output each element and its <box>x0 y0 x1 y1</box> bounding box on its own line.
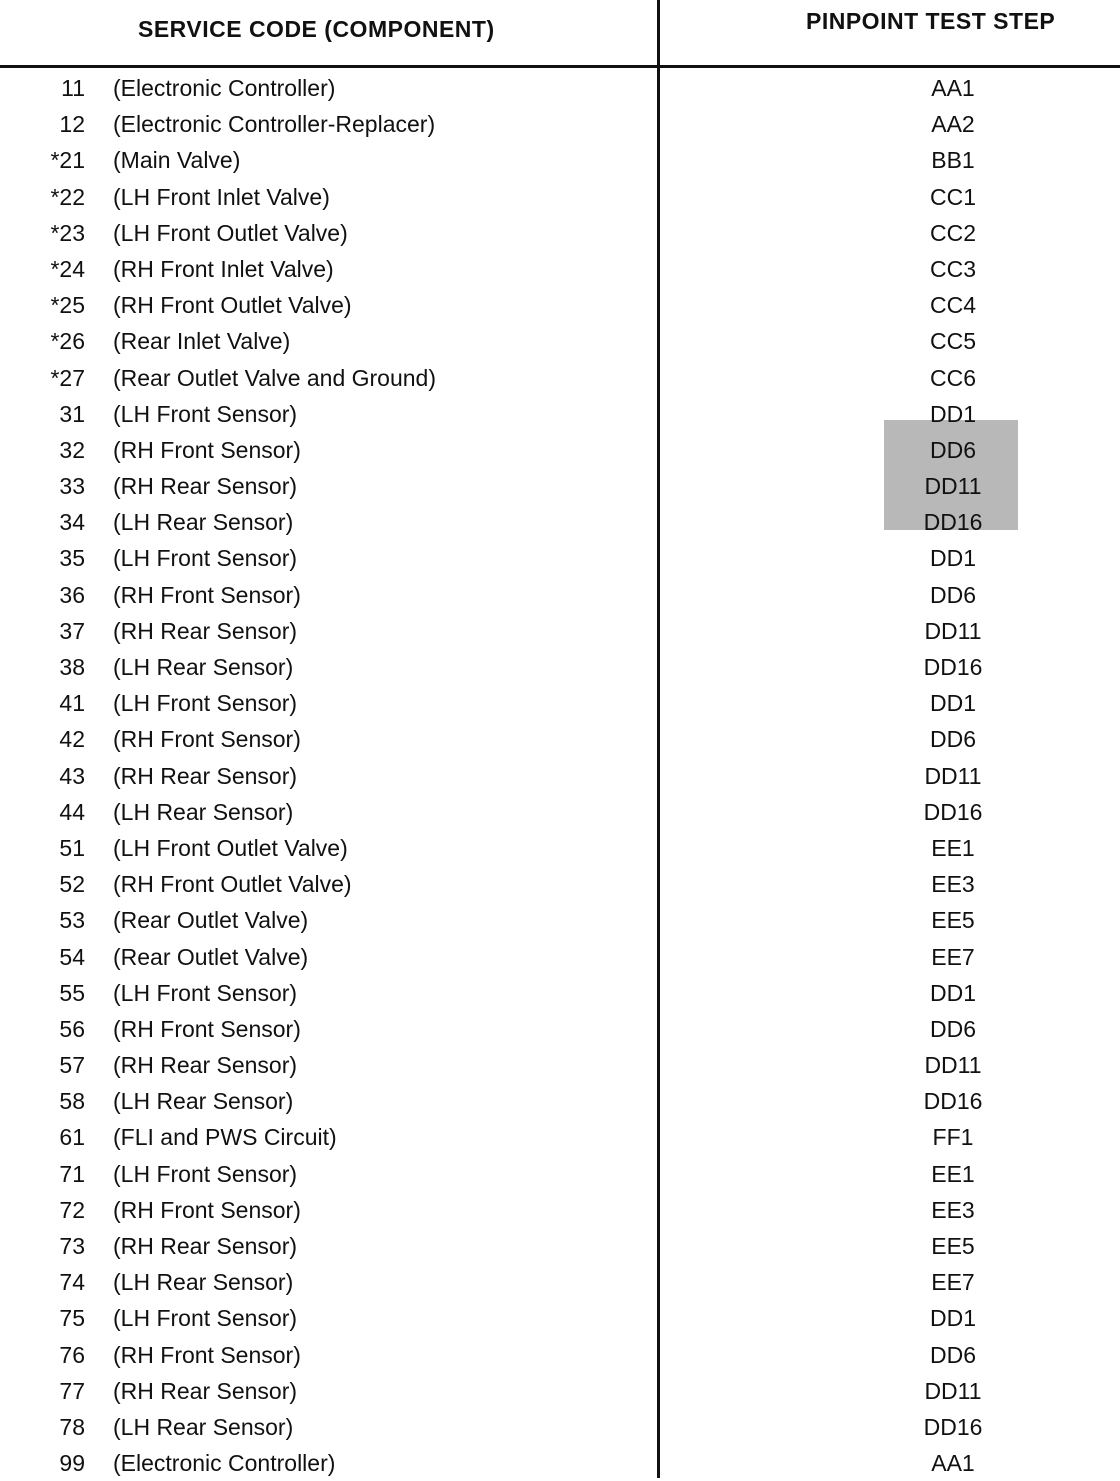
table-row <box>0 323 1120 359</box>
service-code: 75 <box>59 1305 85 1332</box>
table-row <box>0 1409 1120 1445</box>
component-name: (RH Front Sensor) <box>113 1196 301 1223</box>
service-code: 77 <box>59 1377 85 1404</box>
component-name: (FLI and PWS Circuit) <box>113 1124 337 1151</box>
pinpoint-test-step: DD11 <box>924 473 982 500</box>
service-code: 41 <box>59 690 85 717</box>
component-name: (LH Rear Sensor) <box>113 1269 294 1296</box>
service-code: *24 <box>50 255 85 282</box>
component-name: (LH Front Sensor) <box>113 1160 298 1187</box>
pinpoint-test-step: DD1 <box>929 1305 976 1332</box>
pinpoint-test-step: DD6 <box>929 436 976 463</box>
service-code: *26 <box>50 328 85 355</box>
pinpoint-test-step: AA1 <box>931 1450 975 1477</box>
service-code: 71 <box>59 1160 85 1187</box>
pinpoint-test-step: EE3 <box>931 1196 975 1223</box>
table-row <box>0 721 1120 757</box>
component-name: (Electronic Controller) <box>113 75 336 101</box>
component-name: (Rear Outlet Valve) <box>113 943 309 970</box>
component-name: (Rear Inlet Valve) <box>113 328 291 355</box>
component-name: (LH Front Sensor) <box>113 1305 298 1332</box>
table-row <box>0 1083 1120 1119</box>
component-name: (LH Front Sensor) <box>113 545 298 572</box>
component-name: (Electronic Controller-Replacer) <box>113 111 436 138</box>
service-code: 33 <box>59 473 85 500</box>
table-row <box>0 1119 1120 1155</box>
table-row <box>0 902 1120 938</box>
component-name: (LH Front Outlet Valve) <box>113 219 348 246</box>
pinpoint-test-step: AA1 <box>931 75 975 101</box>
table-row <box>0 396 1120 432</box>
pinpoint-test-step: DD16 <box>923 654 983 680</box>
service-code: 76 <box>59 1341 85 1368</box>
pinpoint-test-step: CC3 <box>929 255 976 282</box>
table-row <box>0 251 1120 287</box>
service-code: 61 <box>59 1124 85 1151</box>
service-code: 78 <box>59 1413 85 1440</box>
header-service-code: SERVICE CODE (COMPONENT) <box>138 16 495 42</box>
service-code: 74 <box>59 1269 85 1296</box>
service-code: 52 <box>59 871 85 898</box>
component-name: (RH Rear Sensor) <box>113 1052 298 1079</box>
table-row <box>0 215 1120 251</box>
table-row <box>0 939 1120 975</box>
table-row <box>0 432 1120 468</box>
pinpoint-test-step: EE5 <box>931 1233 975 1259</box>
service-code: 35 <box>59 545 85 572</box>
pinpoint-test-step: DD16 <box>923 1413 983 1440</box>
component-name: (RH Front Outlet Valve) <box>113 292 352 319</box>
table-row <box>0 649 1120 685</box>
service-code: 11 <box>61 75 85 101</box>
component-name: (LH Rear Sensor) <box>113 1088 294 1115</box>
component-name: (LH Rear Sensor) <box>113 509 294 536</box>
pinpoint-test-step: DD16 <box>923 509 983 536</box>
component-name: (Main Valve) <box>113 147 241 174</box>
service-code: 51 <box>59 834 85 861</box>
service-code: 36 <box>59 581 85 608</box>
component-name: (LH Front Outlet Valve) <box>113 834 348 861</box>
service-code: 73 <box>59 1233 85 1259</box>
table-row <box>0 830 1120 866</box>
table-row <box>0 1337 1120 1373</box>
table-row <box>0 540 1120 576</box>
table-row <box>0 1300 1120 1336</box>
component-name: (RH Rear Sensor) <box>113 1377 298 1404</box>
service-code: *21 <box>50 147 85 174</box>
pinpoint-test-step: DD6 <box>929 581 976 608</box>
component-name: (LH Front Sensor) <box>113 979 298 1006</box>
service-code: 44 <box>59 798 85 825</box>
table-row <box>0 794 1120 830</box>
table-row <box>0 142 1120 178</box>
component-name: (LH Rear Sensor) <box>113 798 294 825</box>
table-row <box>0 1156 1120 1192</box>
service-code: 56 <box>59 1015 85 1042</box>
service-code: 54 <box>59 943 85 970</box>
table-row <box>0 577 1120 613</box>
pinpoint-test-step: EE7 <box>931 943 975 970</box>
pinpoint-test-step: DD11 <box>924 1052 982 1079</box>
pinpoint-test-step: BB1 <box>931 147 975 174</box>
component-name: (RH Front Sensor) <box>113 436 301 463</box>
pinpoint-test-step: CC4 <box>929 292 976 319</box>
pinpoint-test-step: DD6 <box>929 1341 976 1368</box>
service-code: 32 <box>59 436 85 463</box>
table-row <box>0 468 1120 504</box>
service-code: *27 <box>50 364 85 391</box>
pinpoint-test-step: CC2 <box>929 219 976 246</box>
table-row <box>0 179 1120 215</box>
component-name: (RH Front Sensor) <box>113 726 301 753</box>
table-row <box>0 106 1120 142</box>
table-row <box>0 1047 1120 1083</box>
component-name: (RH Rear Sensor) <box>113 473 298 500</box>
table-row <box>0 287 1120 323</box>
service-code: 31 <box>59 400 85 427</box>
table-row <box>0 975 1120 1011</box>
pinpoint-test-step: DD1 <box>929 545 976 572</box>
service-code: 34 <box>59 509 85 536</box>
service-code: 43 <box>59 762 85 789</box>
pinpoint-test-step: FF1 <box>932 1124 974 1151</box>
table-row <box>0 1192 1120 1228</box>
service-code: 55 <box>59 979 85 1006</box>
pinpoint-test-step: DD11 <box>924 1377 982 1404</box>
component-name: (LH Front Sensor) <box>113 690 298 717</box>
pinpoint-test-step: DD6 <box>929 726 976 753</box>
pinpoint-test-step: DD6 <box>929 1015 976 1042</box>
component-name: (RH Rear Sensor) <box>113 1233 298 1259</box>
pinpoint-test-step: DD16 <box>923 798 983 825</box>
pinpoint-test-step: EE5 <box>931 907 975 934</box>
component-name: (RH Front Sensor) <box>113 1341 301 1368</box>
pinpoint-test-step: EE1 <box>931 834 975 861</box>
component-name: (LH Front Inlet Valve) <box>113 183 330 210</box>
pinpoint-test-step: DD11 <box>924 762 982 789</box>
service-code: 72 <box>59 1196 85 1223</box>
service-code: *25 <box>50 292 85 319</box>
service-code: *22 <box>50 183 85 210</box>
table-body <box>0 70 1120 1481</box>
table-row <box>0 1373 1120 1409</box>
table-row <box>0 758 1120 794</box>
service-code: 99 <box>59 1450 85 1477</box>
component-name: (Rear Outlet Valve) <box>113 907 309 934</box>
service-code: 12 <box>59 111 85 138</box>
table-row <box>0 1228 1120 1264</box>
component-name: (RH Front Sensor) <box>113 581 301 608</box>
service-code: 38 <box>59 654 85 680</box>
pinpoint-test-step: CC5 <box>929 328 976 355</box>
table-row <box>0 1264 1120 1300</box>
table-row <box>0 866 1120 902</box>
component-name: (LH Front Sensor) <box>113 400 298 427</box>
service-code: 53 <box>59 907 85 934</box>
table-row <box>0 504 1120 540</box>
table-row <box>0 360 1120 396</box>
component-name: (RH Front Outlet Valve) <box>113 871 352 898</box>
pinpoint-test-step: CC6 <box>929 364 976 391</box>
service-code: 58 <box>59 1088 85 1115</box>
table-row <box>0 1011 1120 1047</box>
pinpoint-test-step: EE3 <box>931 871 975 898</box>
pinpoint-test-step: AA2 <box>931 111 975 138</box>
pinpoint-test-step: DD1 <box>929 690 976 717</box>
component-name: (RH Rear Sensor) <box>113 617 298 644</box>
service-code: 57 <box>59 1052 85 1079</box>
header-divider <box>0 65 1120 68</box>
pinpoint-test-step: DD1 <box>929 400 976 427</box>
pinpoint-test-step: EE7 <box>931 1269 975 1296</box>
component-name: (RH Front Inlet Valve) <box>113 255 334 282</box>
component-name: (LH Rear Sensor) <box>113 1413 294 1440</box>
service-code: 42 <box>59 726 85 753</box>
component-name: (Electronic Controller) <box>113 1450 336 1477</box>
component-name: (RH Front Sensor) <box>113 1015 301 1042</box>
table-row <box>0 1445 1120 1481</box>
pinpoint-test-step: CC1 <box>929 183 976 210</box>
component-name: (LH Rear Sensor) <box>113 654 294 680</box>
table-row <box>0 685 1120 721</box>
service-code: *23 <box>50 219 85 246</box>
pinpoint-test-step: DD11 <box>924 617 982 644</box>
pinpoint-test-step: DD16 <box>923 1088 983 1115</box>
component-name: (Rear Outlet Valve and Ground) <box>113 364 437 391</box>
service-code: 37 <box>59 617 85 644</box>
table-row <box>0 70 1120 106</box>
pinpoint-test-step: EE1 <box>931 1160 975 1187</box>
component-name: (RH Rear Sensor) <box>113 762 298 789</box>
table-row <box>0 613 1120 649</box>
header-pinpoint-test-step: PINPOINT TEST STEP <box>806 8 1056 34</box>
pinpoint-test-step: DD1 <box>929 979 976 1006</box>
